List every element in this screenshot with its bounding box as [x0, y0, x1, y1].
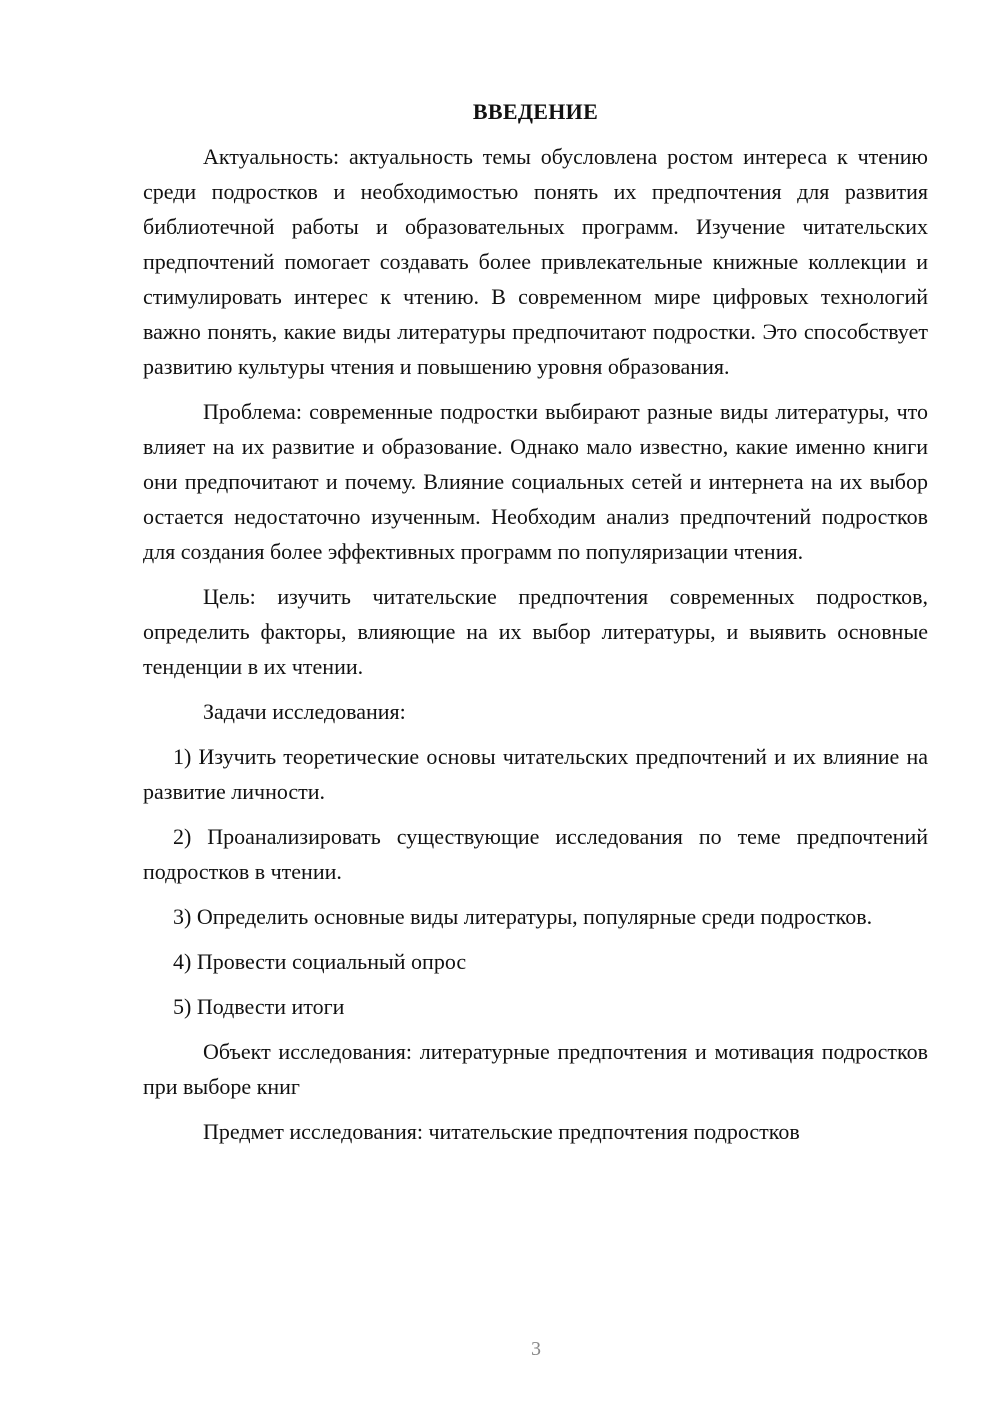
paragraph-relevance: Актуальность: актуальность темы обусловлена ростом интереса к чтению среди подростков и необходимостью понять их предпочтения для развития библиотечной работы и образовательных программ. Изучение читательских предпочтений помогает создавать более привлекательные книжные коллекции и стимулировать интерес к чтению. В современном мире цифровых технологий важно понять, какие виды литературы предпочитают подростки. Это способствует развитию культуры чтения и повышению уровня образования. — [143, 144, 928, 379]
page-number: 3 — [531, 1338, 541, 1360]
tasks-heading: Задачи исследования: — [203, 699, 406, 724]
section-title: ВВЕДЕНИЕ — [472, 99, 599, 124]
paragraph-problem: Проблема: современные подростки выбирают разные виды литературы, что влияет на их развитие и образование. Однако мало известно, какие именно книги они предпочитают и почему. Влияние социальных сетей и интернета на их выбор остается недостаточно изученным. Необходим анализ предпочтений подростков для создания более эффективных программ по популяризации чтения. — [143, 399, 928, 564]
paragraph-object: Объект исследования: литературные предпочтения и мотивация подростков при выборе книг — [143, 1039, 928, 1099]
task-item-3: 3) Определить основные виды литературы, популярные среди подростков. — [173, 904, 873, 929]
paragraph-subject: Предмет исследования: читательские предпочтения подростков — [203, 1119, 800, 1144]
task-item-4: 4) Провести социальный опрос — [173, 949, 467, 974]
page-content — [143, 94, 928, 1159]
paragraph-goal: Цель: изучить читательские предпочтения современных подростков, определить факторы, влияющие на их выбор литературы, и выявить основные тенденции в их чтении. — [143, 584, 928, 679]
task-item-2: 2) Проанализировать существующие исследования по теме предпочтений подростков в чтении. — [143, 824, 928, 884]
task-item-1: 1) Изучить теоретические основы читательских предпочтений и их влияние на развитие личности. — [143, 744, 928, 804]
page-footer — [0, 1332, 1000, 1367]
task-item-5: 5) Подвести итоги — [173, 994, 345, 1019]
